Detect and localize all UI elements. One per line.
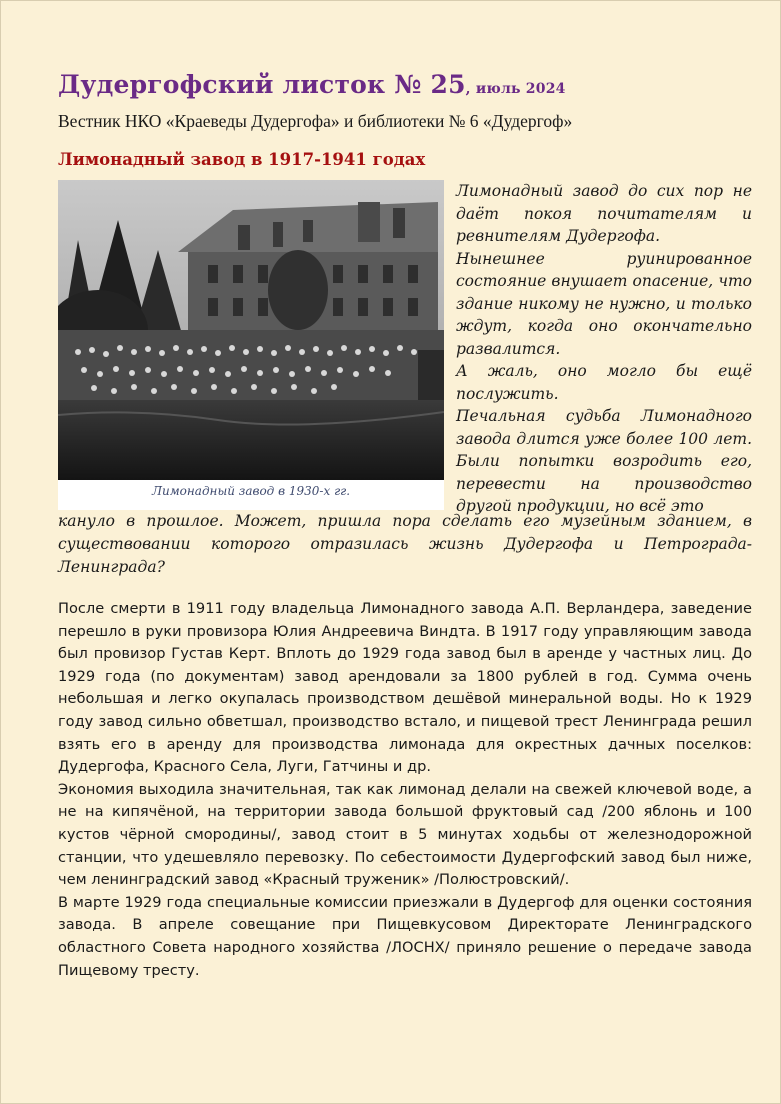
body-paragraph: После смерти в 1911 году владельца Лимонадного завода А.П. Верландера, заведение перешло в руки провизора Юлия Андреевича Виндта. В 1917 году управляющим завода был провизор Густав Керт. Вплоть до 1929 года завод был в аренде у частных лиц. До 1929 года (по документам) завод арендовали за 1800 рублей в год. Сумма очень небольшая и легко окупалась производством дешёвой минеральной воды. Но к 1929 году завод сильно обветшал, производство встало, и пищевой трест Ленинграда решил взять его в аренду для производства лимонада для окрестных дачных поселков: Дудергофа, Красного Села, Луги, Гатчины и др. [58, 600, 752, 776]
body-paragraph: В марте 1929 года специальные комиссии приезжали в Дудергоф для оценки состояния завода. В апреле совещание при Пищевкусовом Директорате Ленинградского областного Совета народного хозяйства /ЛОСНХ/ приняло решение о передаче завода Пищевому тресту. [58, 893, 752, 979]
factory-photo [58, 180, 444, 480]
intro-paragraph: Лимонадный завод до сих пор не даёт покоя почитателям и ревнителям Дудергофа. [456, 182, 752, 245]
intro-paragraph: Нынешнее руинированное состояние внушает опасение, что здание никому не нужно, и только ждут, когда оно окончательно развалится. [456, 249, 752, 358]
intro-continuation: кануло в прошлое. Может, пришла пора сделать его музейным зданием, в существовании которого отразилась жизнь Дудергофа и Петрограда-Ленинграда? [58, 512, 752, 576]
photo-figure [58, 180, 444, 510]
intro-paragraph: А жаль, оно могло бы ещё послужить. [456, 362, 752, 403]
page-title [58, 70, 566, 99]
page-subtitle: Вестник НКО «Краеведы Дудергофа» и библиотеки № 6 «Дудергоф» [58, 111, 573, 131]
title-date: , июль 2024 [465, 81, 566, 97]
intro-right-column [456, 180, 752, 518]
photo-caption: Лимонадный завод в 1930-х гг. [151, 484, 351, 498]
factory-photo-image [58, 180, 444, 480]
title-main: Дудергофский листок № 25 [58, 70, 466, 99]
article-heading: Лимонадный завод в 1917-1941 годах [58, 150, 426, 169]
article-body [58, 598, 752, 982]
body-paragraph: Экономия выходила значительная, так как лимонад делали на свежей ключевой воде, а не на кипячёной, на территории завода большой фруктовый сад /200 яблонь и 100 кустов чёрной смородины/, завод стоит в 5 минутах ходьбы от железнодорожной станции, что удешевляло перевозку. По себестоимости Дудергофский завод был ниже, чем ленинградский завод «Красный труженик» /Полюстровский/. [58, 780, 752, 889]
intro-paragraph: Печальная судьба Лимонадного завода длится уже более 100 лет. Были попытки возродить его, перевести на производство другой продукции, но всё это [456, 407, 752, 515]
